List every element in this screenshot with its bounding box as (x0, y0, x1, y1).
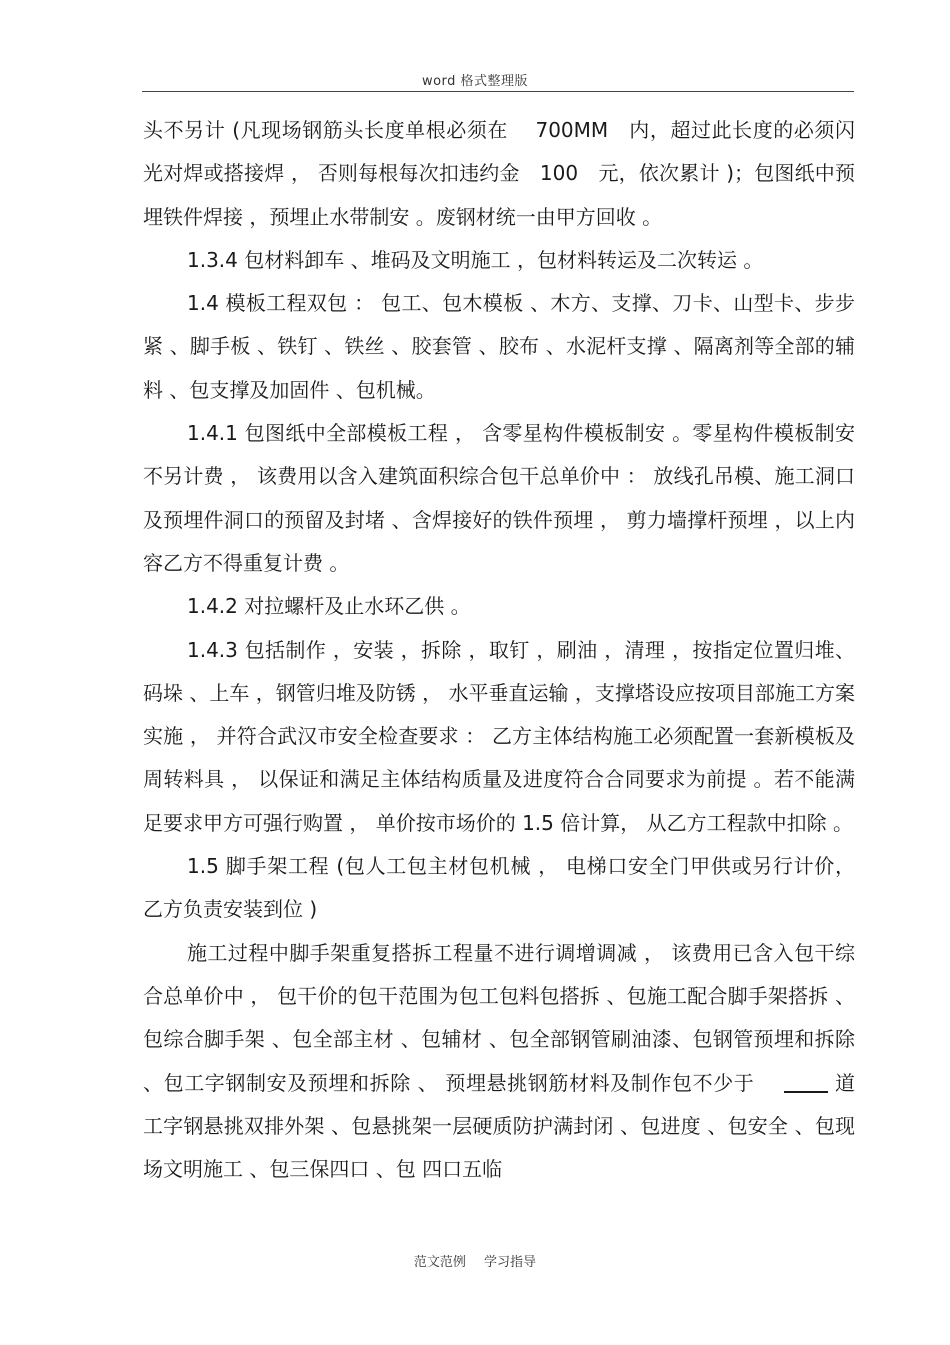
paragraph-1-4: 1.4 模板工程双包 ： 包工、包木模板 、木方、支撑、刀卡、山型卡、步步紧 、脚手板 、铁钉 、铁丝 、胶套管 、胶布 、水泥杆支撑 、隔离剂等全部的辅料 、包支撑及加固件 、包机械。 (143, 291, 855, 402)
paragraph-1-3-4: 1.3.4 包材料卸车 、堆码及文明施工 ，包材料转运及二次转运 。 (187, 247, 764, 272)
paragraph-1-4-2: 1.4.2 对拉螺杆及止水环乙供 。 (187, 594, 471, 619)
paragraph-1-4-3: 1.4.3 包括制作 ，安装 ，拆除 ，取钉 ，刷油 ，清理 ，按指定位置归堆、码垛 、上车 ，钢管归堆及防锈 ， 水平垂直运输 ，支撑塔设应按项目部施工方案实施 ， 并符合武汉市安全检查要求 ： 乙方主体结构施工必须配置一套新模板及周转料具 ， 以保证和满足主体结构质量及进度符合合同要求为前提 。若不能满足要求甲方可强行购置 ， 单价按市场价的 1.5 倍计算， 从乙方工程款中扣除 。 (143, 637, 855, 835)
paragraph-scaffold-tail: 道工字钢悬挑双排外架 、包悬挑架一层硬质防护满封闭 、包进度 、包安全 、包现场文明施工 、包三保四口 、包 四口五临 (143, 1070, 856, 1182)
page-footer: 范文范例 学习指导 (413, 1255, 537, 1270)
page-header: word 格式整理版 (421, 74, 529, 89)
paragraph-scaffold-head: 施工过程中脚手架重复搭拆工程量不进行调增调减 ， 该费用已含入包干综合总单价中 ， 包干价的包干范围为包工包料包搭拆 、包施工配合脚手架搭拆 、包综合脚手架 、包全部主材 、包辅材 、包全部钢管刷油漆、包钢管预埋和拆除 、包工字钢制安及预埋和拆除 、 预埋悬挑钢筋材料及制作包不少于 (143, 940, 855, 1095)
header-divider (142, 91, 854, 92)
paragraph-1-5: 1.5 脚手架工程 (包人工包主材包机械 ， 电梯口安全门甲供或另行计价， 乙方负责安装到位 ) (143, 854, 855, 922)
paragraph-scaffold (143, 932, 855, 1192)
paragraph-1-4-1: 1.4.1 包图纸中全部模板工程 ， 含零星构件模板制安 。零星构件模板制安不另计费 ， 该费用以含入建筑面积综合包干总单价中 ： 放线孔吊模、施工洞口及预埋件洞口的预留及封堵 、含焊接好的铁件预埋 ， 剪力墙撑杆预埋 ，以上内容乙方不得重复计费 。 (143, 421, 855, 575)
document-body (143, 109, 855, 1191)
paragraph-continued: 头不另计 (凡现场钢筋头长度单根必须在 700MM 内，超过此长度的必须闪光对焊或搭接焊 ， 否则每根每次扣违约金 100 元，依次累计 )；包图纸中预埋铁件焊接 ，预埋止水带制安 。废钢材统一由甲方回收 。 (143, 118, 855, 229)
fill-in-blank (784, 1071, 828, 1093)
